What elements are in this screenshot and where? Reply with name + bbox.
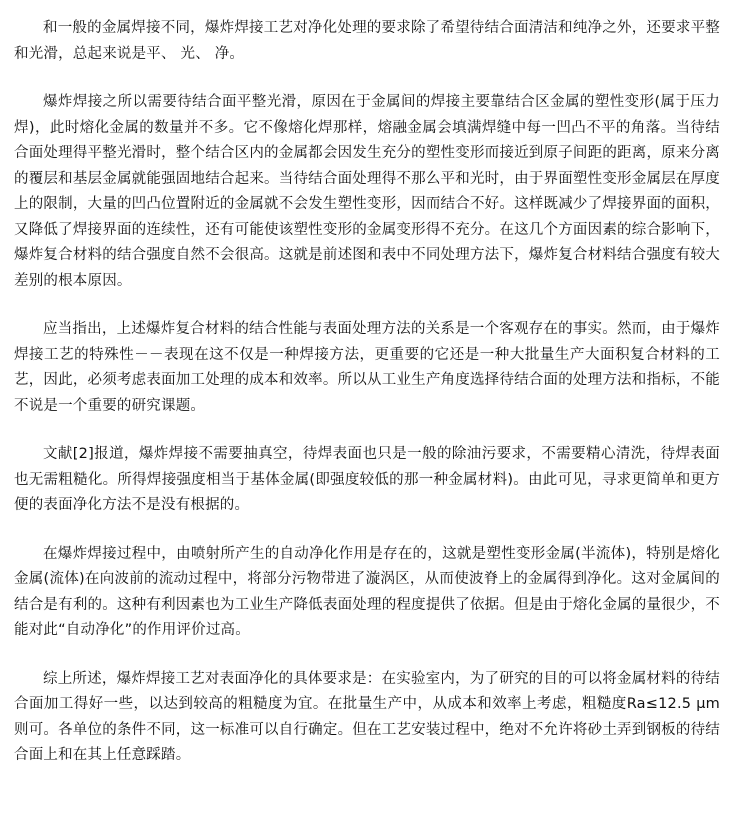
paragraph-6: 综上所述，爆炸焊接工艺对表面净化的具体要求是：在实验室内，为了研究的目的可以将金属材料的待结合面加工得好一些，以达到较高的粗糙度为宜。在批量生产中，从成本和效率上考虑，粗糙度Ra≤12.5 μm则可。各单位的条件不同，这一标准可以自行确定。但在工艺安装过程中，绝对不允许将砂土弄到钢板的待结合面上和在其上任意踩踏。: [14, 670, 720, 763]
paragraph-4: 文献[2]报道，爆炸焊接不需要抽真空，待焊表面也只是一般的除油污要求，不需要精心清洗，待焊表面也无需粗糙化。所得焊接强度相当于基体金属(即强度较低的那一种金属材料)。由此可见，寻求更简单和更方便的表面净化方法不是没有根据的。: [14, 446, 720, 513]
paragraph-2: 爆炸焊接之所以需要待结合面平整光滑，原因在于金属间的焊接主要靠结合区金属的塑性变形(属于压力焊)，此时熔化金属的数量并不多。它不像熔化焊那样，熔融金属会填满焊缝中每一凹凸不平的角落。当待结合面处理得平整光滑时，整个结合区内的金属都会因发生充分的塑性变形而接近到原子间距的距离，原来分离的覆层和基层金属就能强固地结合起来。当待结合面处理得不那么平和光时，由于界面塑性变形金属层在厚度上的限制，大量的凹凸位置附近的金属就不会发生塑性变形，因而结合不好。这样既减少了焊接界面的面积，又降低了焊接界面的连续性，还有可能使该塑性变形的金属变形得不充分。在这几个方面因素的综合影响下，爆炸复合材料的结合强度自然不会很高。这就是前述图和表中不同处理方法下，爆炸复合材料结合强度有较大差别的根本原因。: [14, 94, 720, 289]
paragraph-3: 应当指出，上述爆炸复合材料的结合性能与表面处理方法的关系是一个客观存在的事实。然而，由于爆炸焊接工艺的特殊性－－表现在这不仅是一种焊接方法，更重要的它还是一种大批量生产大面积复合材料的工艺，因此，必须考虑表面加工处理的成本和效率。所以从工业生产角度选择待结合面的处理方法和指标，不能不说是一个重要的研究课题。: [14, 321, 720, 414]
paragraph-5: 在爆炸焊接过程中，由喷射所产生的自动净化作用是存在的，这就是塑性变形金属(半流体)，特别是熔化金属(流体)在向波前的流动过程中，将部分污物带进了漩涡区，从而使波脊上的金属得到净化。这对金属间的结合是有利的。这种有利因素也为工业生产降低表面处理的程度提供了依据。但是由于熔化金属的量很少，不能对此“自动净化”的作用评价过高。: [14, 545, 720, 638]
paragraph-1: 和一般的金属焊接不同，爆炸焊接工艺对净化处理的要求除了希望待结合面清洁和纯净之外，还要求平整和光滑，总起来说是平、 光、 净。: [14, 20, 720, 62]
document-body: [14, 16, 720, 769]
